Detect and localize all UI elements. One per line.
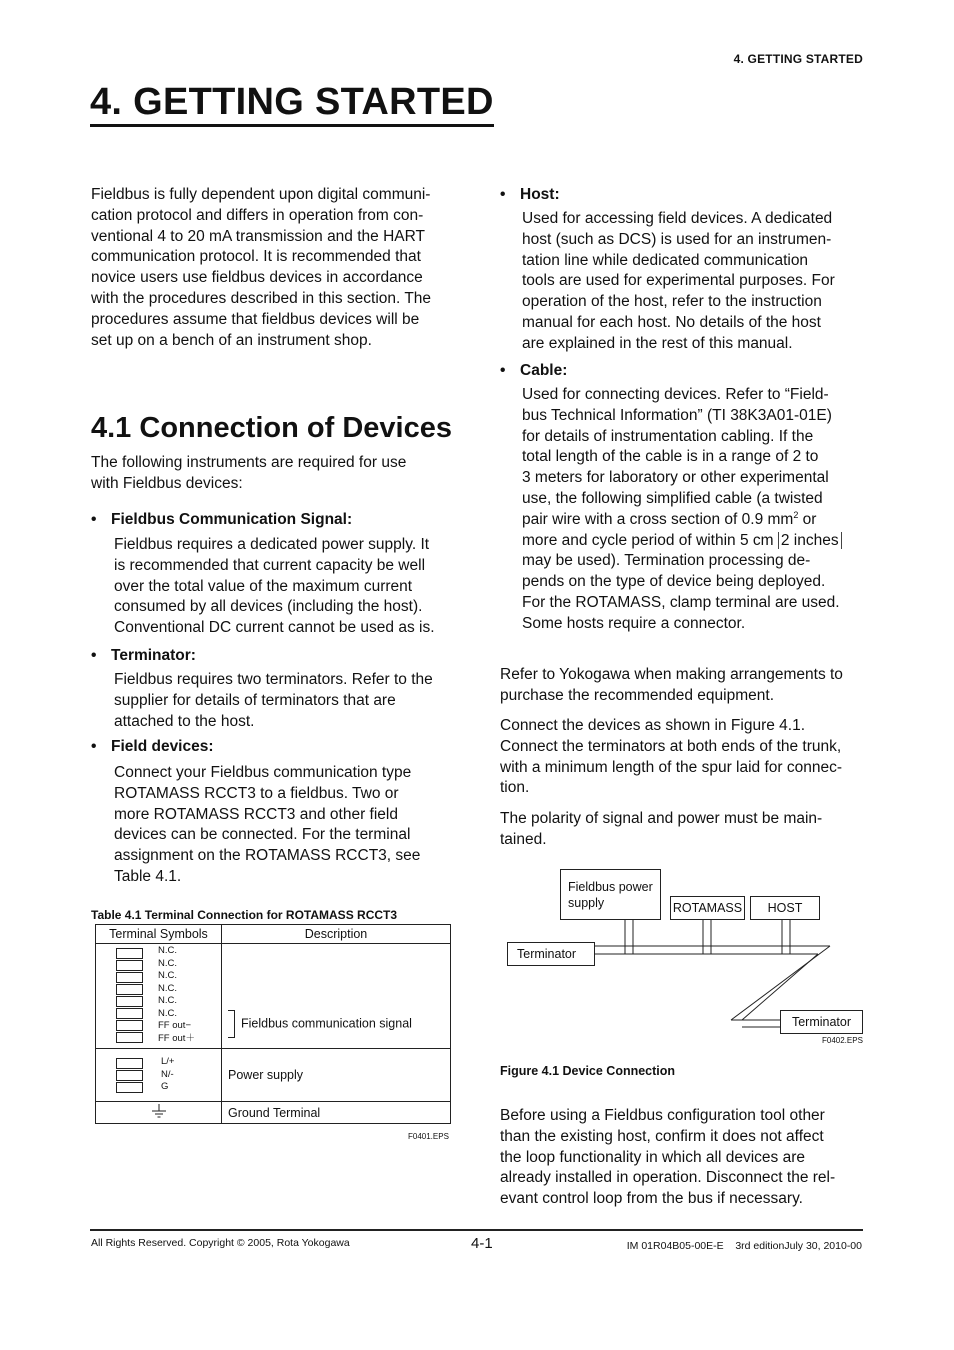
section-title: 4.1 Connection of Devices: [91, 412, 452, 444]
text-fragment: more and cycle period of within 5 cm: [522, 531, 778, 549]
terminal-box: [116, 960, 143, 971]
intro-paragraph: [91, 185, 461, 351]
page-number: 4-1: [471, 1235, 493, 1252]
terminal-box: [116, 1008, 143, 1019]
text-line: assignment on the ROTAMASS RCCT3, see: [114, 847, 421, 865]
text-line: supplier for details of terminators that are: [114, 691, 396, 709]
chapter-title: 4. GETTING STARTED: [90, 80, 494, 127]
text-line: Connect your Fieldbus communication type: [114, 764, 412, 781]
bullet-host-body: [522, 209, 872, 355]
text-line: tion.: [500, 779, 530, 797]
terminal-box: [116, 948, 143, 959]
text-line: with a minimum length of the spur laid for connec-: [500, 758, 843, 776]
text-line: with the procedures described in this section. The: [91, 289, 432, 307]
text-line: operation of the host, refer to the instruction: [522, 293, 822, 311]
text-line: purchase the recommended equipment.: [500, 686, 774, 704]
terminal-labels: [161, 1056, 174, 1094]
text-line: the loop functionality in which all devices are: [500, 1148, 806, 1166]
text-line: than the existing host, confirm it does not affect: [500, 1127, 824, 1145]
terminator-right-box: Terminator: [780, 1010, 863, 1034]
text-line: tained.: [500, 830, 547, 848]
text-line: set up on a bench of an instrument shop.: [91, 331, 372, 349]
terminal-box: [116, 1032, 143, 1043]
table-caption: Table 4.1 Terminal Connection for ROTAMASS RCCT3: [91, 908, 398, 922]
terminal-label: N.C.: [158, 982, 177, 994]
text-line: devices can be connected. For the terminal: [114, 826, 411, 844]
terminal-label: L/+: [161, 1056, 175, 1067]
terminal-label: N.C.: [158, 945, 177, 956]
text-line: novice users use fieldbus devices in accordance: [91, 269, 423, 287]
terminal-label: N.C.: [158, 995, 177, 1006]
terminal-symbols-cell: [96, 1102, 222, 1124]
table-header-cell: Terminal Symbols: [96, 925, 222, 944]
text-line: 3 meters for laboratory or other experimental: [522, 469, 829, 487]
power-supply-box: [560, 869, 661, 920]
bullet-dot: •: [500, 186, 506, 203]
rotamass-box: ROTAMASS: [670, 896, 745, 920]
bullet-heading-text: Terminator:: [111, 647, 196, 664]
description-cell: [222, 944, 451, 1049]
bullet-fieldbus-signal-heading: [91, 511, 352, 529]
bracket-mark: [228, 1010, 235, 1038]
bullet-field-devices-heading: [91, 738, 214, 756]
text-line: communication protocol. It is recommended that: [91, 248, 421, 266]
footer-copyright: All Rights Reserved. Copyright © 2005, Rota Yokogawa: [91, 1237, 350, 1249]
section-lead: [91, 453, 461, 495]
text-line: pends on the type of device being deployed.: [522, 573, 826, 591]
text-line: Conventional DC current cannot be used as is.: [114, 619, 435, 637]
text-line: The polarity of signal and power must be main-: [500, 810, 823, 827]
text-line: Fieldbus requires two terminators. Refer to the: [114, 671, 433, 688]
paragraph-refer-yokogawa: [500, 665, 870, 707]
text-line: over the total value of the maximum current: [114, 577, 413, 595]
text-line: [522, 531, 872, 552]
text-line: manual for each host. No details of the host: [522, 313, 821, 331]
text-line: procedures assume that fieldbus devices will be: [91, 310, 420, 328]
bullet-dot: •: [91, 738, 97, 755]
terminal-label: G: [161, 1081, 169, 1092]
text-fragment: pair wire with a cross section of 0.9 mm: [522, 510, 794, 528]
figure-file-ref: F0402.EPS: [822, 1036, 863, 1045]
terminator-left-box: Terminator: [507, 942, 595, 966]
bullet-dot: •: [91, 647, 97, 664]
text-line: ROTAMASS RCCT3 to a fieldbus. Two or: [114, 784, 399, 802]
paragraph-connect-devices: [500, 716, 870, 799]
table-row: [96, 1102, 451, 1124]
text-line: Some hosts require a connector.: [522, 614, 746, 632]
text-line: may be used). Termination processing de-: [522, 552, 811, 570]
text-line: attached to the host.: [114, 712, 255, 730]
terminal-labels: [158, 945, 195, 1045]
text-line: Fieldbus requires a dedicated power supply. It: [114, 536, 430, 553]
text-line: ventional 4 to 20 mA transmission and the HART: [91, 227, 425, 245]
bullet-terminator-body: [114, 670, 464, 732]
table-header-row: [96, 925, 451, 944]
bullet-cable-heading: [500, 362, 567, 380]
text-line: already installed in operation. Disconnect the rel-: [500, 1169, 836, 1187]
table-header-cell: Description: [222, 925, 451, 944]
ground-icon: [151, 1104, 167, 1118]
text-line: Table 4.1.: [114, 867, 182, 885]
terminal-label: N.C.: [158, 957, 177, 969]
bullet-dot: •: [91, 511, 97, 528]
bullet-cable-body: [522, 385, 872, 635]
bullet-field-devices-body: [114, 763, 464, 888]
text-line: are explained in the rest of this manual.: [522, 334, 793, 352]
terminal-label: FF out−: [158, 1020, 191, 1031]
text-line: Connect the terminators at both ends of the trunk,: [500, 737, 842, 755]
paragraph-polarity: [500, 809, 870, 851]
bullet-terminator-heading: [91, 647, 196, 665]
text-line: bus Technical Information” (TI 38K3A01-01E): [522, 406, 832, 424]
description-text: Fieldbus communication signal: [241, 1016, 412, 1031]
terminal-box: [116, 984, 143, 995]
terminal-label: N.C.: [158, 970, 177, 981]
terminal-box: [116, 996, 143, 1007]
description-cell: Power supply: [222, 1049, 451, 1102]
terminal-label: FF out＋: [158, 1032, 195, 1044]
bullet-heading-text: Field devices:: [111, 738, 214, 755]
terminal-symbols-cell: [96, 1049, 222, 1102]
terminal-box: [116, 1020, 143, 1031]
box-label-line: Fieldbus power: [568, 880, 653, 894]
boxed-unit: 2 inches: [778, 532, 842, 549]
text-line: is recommended that current capacity be well: [114, 556, 426, 574]
text-line: use, the following simplified cable (a twisted: [522, 489, 823, 507]
text-line: total length of the cable is in a range of 2 to: [522, 448, 819, 466]
bullet-heading-text: Fieldbus Communication Signal:: [111, 511, 353, 528]
text-line: [522, 510, 872, 531]
bullet-heading-text: Cable:: [520, 362, 568, 379]
table-row: [96, 944, 451, 1049]
text-line: with Fieldbus devices:: [91, 474, 243, 492]
text-line: more ROTAMASS RCCT3 and other field: [114, 805, 398, 823]
text-line: cation protocol and differs in operation from con-: [91, 206, 424, 224]
terminal-table: [95, 924, 451, 1124]
table-row: [96, 1049, 451, 1102]
table-file-ref: F0401.EPS: [408, 1132, 449, 1141]
bullet-host-heading: [500, 186, 560, 204]
text-line: consumed by all devices (including the host).: [114, 598, 423, 616]
box-label-line: supply: [568, 896, 605, 910]
text-line: Before using a Fieldbus configuration tool other: [500, 1107, 825, 1124]
description-cell: Ground Terminal: [222, 1102, 451, 1124]
text-line: For the ROTAMASS, clamp terminal are used.: [522, 593, 840, 611]
bullet-dot: •: [500, 362, 506, 379]
terminal-box: [116, 1082, 143, 1093]
terminal-box: [116, 1058, 143, 1069]
text-line: Refer to Yokogawa when making arrangements to: [500, 666, 843, 683]
terminal-symbols-cell: [96, 944, 222, 1049]
text-line: host (such as DCS) is used for an instrumen-: [522, 230, 832, 248]
superscript: 2: [793, 509, 799, 520]
text-line: Used for accessing field devices. A dedicated: [522, 210, 833, 227]
text-line: The following instruments are required for use: [91, 454, 407, 471]
footer-document-id: IM 01R04B05-00E-E 3rd editionJuly 30, 2010-00: [626, 1240, 862, 1252]
figure-caption: Figure 4.1 Device Connection: [500, 1064, 676, 1078]
text-line: Used for connecting devices. Refer to “Field-: [522, 386, 829, 403]
text-line: tation line while dedicated communication: [522, 251, 809, 269]
terminal-box: [116, 972, 143, 983]
bullet-heading-text: Host:: [520, 186, 560, 203]
text-line: evant control loop from the bus if necessary.: [500, 1190, 803, 1208]
text-line: tools are used for experimental purposes. For: [522, 272, 835, 290]
paragraph-configuration-tool: [500, 1106, 870, 1210]
host-box: HOST: [750, 896, 820, 920]
text-line: for details of instrumentation cabling. If the: [522, 427, 814, 445]
text-line: Fieldbus is fully dependent upon digital communi-: [91, 186, 431, 203]
terminal-label: N.C.: [158, 1007, 177, 1019]
running-header: 4. GETTING STARTED: [733, 52, 863, 66]
terminal-box: [116, 1070, 143, 1081]
text-line: Connect the devices as shown in Figure 4.1.: [500, 717, 806, 734]
terminal-label: N/-: [161, 1068, 174, 1080]
bullet-fieldbus-signal-body: [114, 535, 464, 639]
text-fragment: or: [798, 510, 817, 528]
footer-divider: [90, 1229, 863, 1231]
